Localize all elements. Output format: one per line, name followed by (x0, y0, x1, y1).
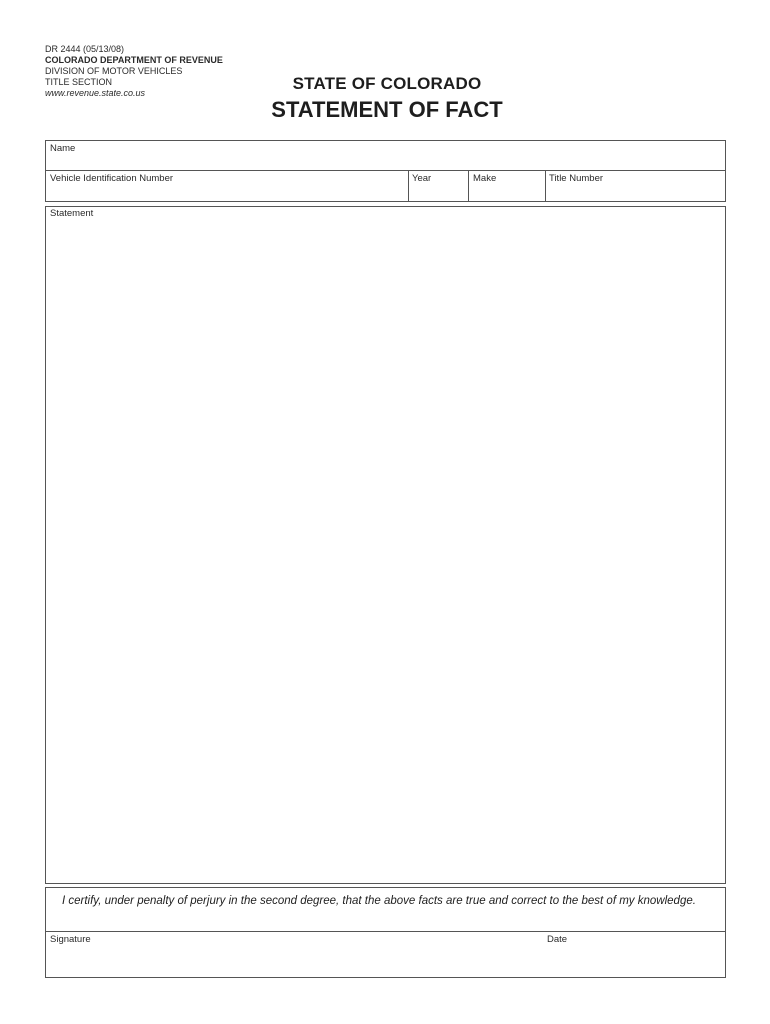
title-block (262, 74, 512, 124)
statement-box[interactable] (45, 206, 726, 884)
vin-label: Vehicle Identification Number (50, 173, 174, 184)
title-number-label: Title Number (549, 173, 604, 184)
name-field[interactable] (46, 141, 725, 170)
make-field[interactable] (469, 171, 545, 202)
division-name: DIVISION OF MOTOR VEHICLES (45, 66, 183, 76)
form-number: DR 2444 (05/13/08) (45, 44, 125, 54)
title-number-field[interactable] (546, 171, 725, 202)
date-label: Date (547, 934, 568, 945)
signature-label: Signature (50, 934, 91, 945)
form-header (45, 44, 223, 99)
form-title: STATEMENT OF FACT (271, 97, 503, 122)
year-label: Year (412, 173, 432, 184)
statement-label: Statement (50, 208, 94, 219)
website-link[interactable]: www.revenue.state.co.us (45, 88, 146, 98)
vin-field[interactable] (46, 171, 408, 202)
date-field[interactable] (544, 932, 725, 977)
signature-field[interactable] (46, 932, 544, 977)
name-label: Name (50, 143, 76, 154)
vehicle-info-box (45, 140, 726, 202)
certification-text: I certify, under penalty of perjury in the second degree, that the above facts are true and correct to the best of my knowledge. (62, 895, 696, 907)
section-name: TITLE SECTION (45, 77, 113, 87)
department-name: COLORADO DEPARTMENT OF REVENUE (45, 55, 223, 65)
certification-box (45, 887, 726, 978)
year-field[interactable] (409, 171, 468, 202)
make-label: Make (473, 173, 497, 184)
state-title: STATE OF COLORADO (292, 74, 482, 93)
